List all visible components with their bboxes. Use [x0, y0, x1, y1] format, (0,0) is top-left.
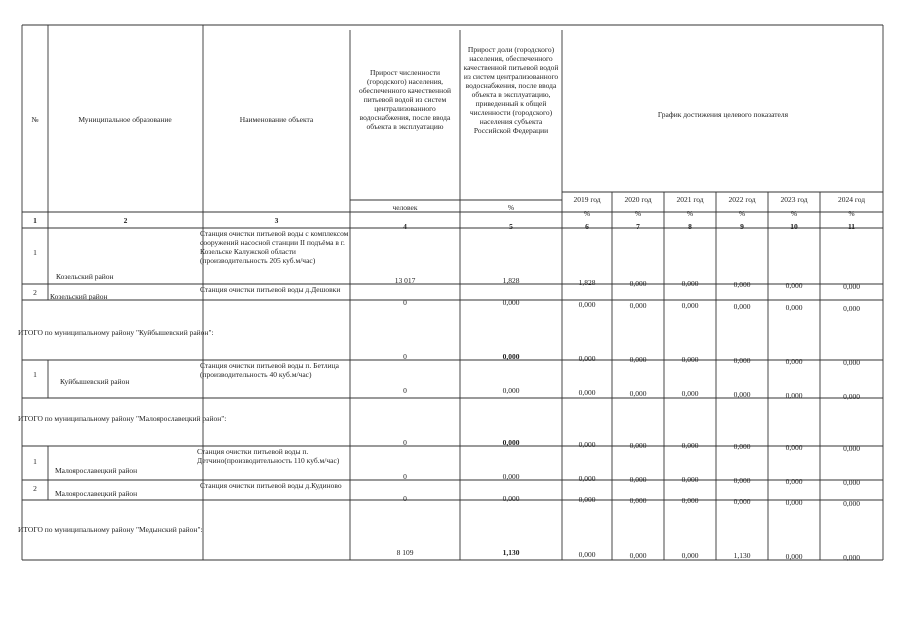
- row-object: Станция очистки питьевой воды д.Дешовки: [200, 285, 341, 294]
- row-object: Станция очистки питьевой воды д.Кудиново: [200, 481, 342, 490]
- row-2020: 0,000: [629, 301, 647, 310]
- unit-2020: %: [634, 209, 642, 218]
- row-share: 0,000: [502, 494, 520, 503]
- row-2019: 0,000: [578, 440, 596, 449]
- row-2020: 0,000: [629, 441, 647, 450]
- row-share: 0,000: [502, 298, 520, 307]
- row-2022: 0,000: [733, 280, 751, 289]
- unit-people: человек: [392, 203, 418, 212]
- row-2024: 0,000: [843, 478, 860, 487]
- row-object: Станция очистки питьевой воды с комплексом сооружений насосной станции II подъёма в г. Козельске Калужской области (производительность 205 куб.м/час): [200, 229, 349, 265]
- row-2019: 0,000: [578, 300, 596, 309]
- row-people: 0: [403, 494, 407, 503]
- row-2024: 0,000: [843, 392, 860, 401]
- row-people: 0: [403, 352, 407, 361]
- colnum-5: 5: [509, 222, 513, 231]
- row-2022: 0,000: [733, 390, 751, 399]
- row-share: 0,000: [502, 352, 520, 361]
- row-2023: 0,000: [785, 303, 803, 312]
- year-2022: 2022 год: [728, 195, 756, 204]
- row-2023: 0,000: [785, 477, 803, 486]
- row-2021: 0,000: [681, 279, 699, 288]
- row-people: 0: [403, 438, 407, 447]
- row-municipality: Малоярославецкий район: [55, 466, 138, 475]
- colnum-9: 9: [740, 222, 744, 231]
- row-2024: 0,000: [843, 358, 860, 367]
- row-2020: 0,000: [629, 355, 647, 364]
- row-municipality: Малоярославецкий район: [55, 489, 138, 498]
- row-share: 0,000: [502, 386, 520, 395]
- row-2019: 0,000: [578, 474, 596, 483]
- row-2023: 0,000: [785, 498, 803, 507]
- header-object: Наименование объекта: [239, 115, 314, 124]
- row-no: 1: [33, 457, 37, 466]
- row-2023: 0,000: [785, 443, 803, 452]
- row-2023: 0,000: [785, 357, 803, 366]
- year-2020: 2020 год: [624, 195, 652, 204]
- row-2023: 0,000: [785, 391, 803, 400]
- unit-2024: %: [848, 209, 855, 218]
- year-2021: 2021 год: [676, 195, 704, 204]
- row-2022: 0,000: [733, 442, 751, 451]
- row-2020: 0,000: [629, 279, 647, 288]
- row-2022: 0,000: [733, 497, 751, 506]
- row-2020: 0,000: [629, 551, 647, 560]
- colnum-8: 8: [688, 222, 692, 231]
- colnum-1: 1: [33, 216, 37, 225]
- row-share: 0,000: [502, 472, 520, 481]
- row-2021: 0,000: [681, 496, 699, 505]
- colnum-7: 7: [636, 222, 640, 231]
- colnum-11: 11: [847, 222, 856, 231]
- row-2024: 0,000: [843, 553, 860, 562]
- row-share: 0,000: [502, 438, 520, 447]
- row-object: Станция очистки питьевой воды п. Детчино(производительность 110 куб.м/час): [197, 447, 340, 465]
- row-share: 1,828: [502, 276, 520, 285]
- row-2019: 0,000: [578, 550, 596, 559]
- row-no: 1: [33, 248, 37, 257]
- row-municipality: Куйбышевский район: [60, 377, 130, 386]
- row-2020: 0,000: [629, 475, 647, 484]
- unit-2023: %: [790, 209, 798, 218]
- colnum-10: 10: [790, 222, 798, 231]
- row-no: 2: [33, 288, 37, 297]
- row-2021: 0,000: [681, 441, 699, 450]
- row-2024: 0,000: [843, 444, 860, 453]
- header-no: №: [31, 115, 39, 124]
- row-2019: 0,000: [578, 388, 596, 397]
- row-2021: 0,000: [681, 389, 699, 398]
- total-label: ИТОГО по муниципальному району "Куйбышевский район":: [18, 328, 214, 337]
- year-2023: 2023 год: [780, 195, 808, 204]
- total-label: ИТОГО по муниципальному району "Малоярославецкий район":: [18, 414, 227, 423]
- row-2022: 1,130: [733, 551, 751, 560]
- row-2023: 0,000: [785, 552, 803, 561]
- row-2021: 0,000: [681, 475, 699, 484]
- row-people: 0: [403, 472, 407, 481]
- unit-2022: %: [738, 209, 746, 218]
- row-object: Станция очистки питьевой воды п. Бетлица (производительность 40 куб.м/час): [200, 361, 339, 379]
- row-2024: 0,000: [843, 499, 860, 508]
- row-2019: 0,000: [578, 495, 596, 504]
- header-pop-growth: Прирост численности (городского) населения, обеспеченного качественной питьевой водой из систем централизованного водоснабжения, после ввода объекта в эксплуатацию: [359, 68, 451, 131]
- row-2020: 0,000: [629, 496, 647, 505]
- row-municipality: Козельский район: [50, 292, 108, 301]
- row-people: 0: [403, 386, 407, 395]
- header-municipality: Муниципальное образование: [78, 115, 172, 124]
- year-2019: 2019 год: [573, 195, 601, 204]
- row-2023: 0,000: [785, 281, 803, 290]
- year-2024: 2024 год: [837, 195, 866, 204]
- row-2021: 0,000: [681, 301, 699, 310]
- row-people: 0: [403, 298, 407, 307]
- row-2022: 0,000: [733, 356, 751, 365]
- colnum-2: 2: [123, 216, 128, 225]
- row-municipality: Козельский район: [56, 272, 114, 281]
- colnum-6: 6: [585, 222, 589, 231]
- row-2021: 0,000: [681, 551, 699, 560]
- row-2022: 0,000: [733, 302, 751, 311]
- unit-share: %: [507, 203, 515, 212]
- unit-2021: %: [686, 209, 694, 218]
- row-2024: 0,000: [843, 282, 860, 291]
- row-2020: 0,000: [629, 389, 647, 398]
- row-2019: 0,000: [578, 354, 596, 363]
- row-no: 1: [33, 370, 37, 379]
- unit-2019: %: [583, 209, 591, 218]
- row-share: 1,130: [502, 548, 520, 557]
- colnum-3: 3: [274, 216, 279, 225]
- row-people: 13 017: [394, 276, 416, 285]
- total-label: ИТОГО по муниципальному району "Медынский район":: [18, 525, 203, 534]
- header-schedule: График достижения целевого показателя: [657, 110, 789, 119]
- row-people: 8 109: [396, 548, 414, 557]
- header-share-growth: Прирост доли (городского) населения, обеспеченного качественной питьевой водой из систем централизованного водоснабжения, после ввода объекта в эксплуатацию, приведенный к общей численности (городского) населения субъекта Российской Федерации: [463, 45, 559, 135]
- colnum-4: 4: [403, 222, 407, 231]
- row-2024: 0,000: [843, 304, 860, 313]
- row-2019: 1,828: [578, 278, 596, 287]
- row-2022: 0,000: [733, 476, 751, 485]
- row-2021: 0,000: [681, 355, 699, 364]
- row-no: 2: [33, 484, 37, 493]
